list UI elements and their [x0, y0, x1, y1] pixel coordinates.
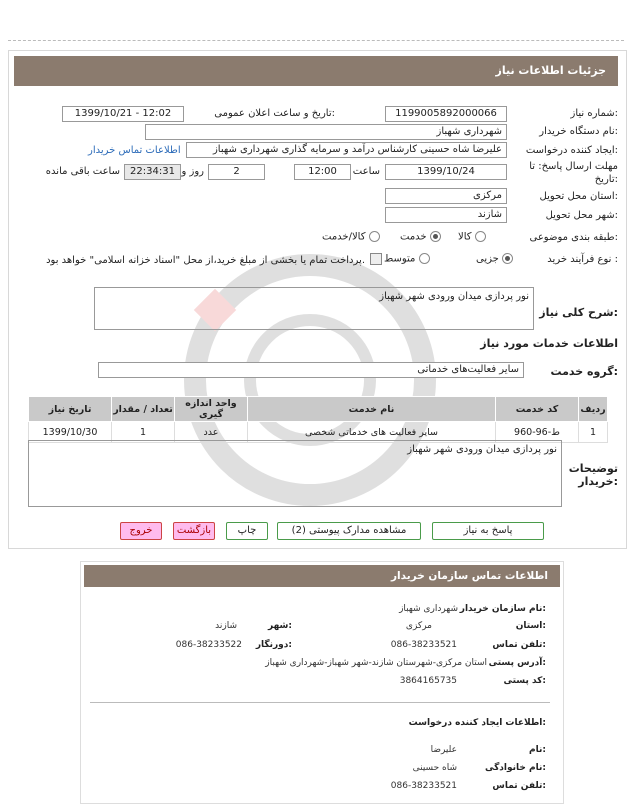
- contact-city-label: شهر:: [268, 621, 292, 631]
- creator-field: علیرضا شاه حسینی کارشناس درآمد و سرمایه گذاری شهرداری شهباز: [186, 142, 507, 158]
- service-group-field: سایر فعالیت‌های خدماتی: [98, 362, 524, 378]
- category-label: طبقه بندی موضوعی:: [529, 232, 618, 243]
- col-service-code: کد خدمت: [496, 397, 579, 422]
- back-button[interactable]: بازگشت: [173, 522, 215, 540]
- city-field: شازند: [385, 207, 507, 223]
- contact-address-value: استان مرکزی-شهرستان شازند-شهر شهباز-شهرداری شهباز: [265, 658, 487, 668]
- exit-button[interactable]: خروج: [120, 522, 162, 540]
- contact-address-label: آدرس پستی:: [488, 658, 546, 668]
- contact-phone-label: تلفن تماس:: [492, 640, 546, 650]
- contact-postal-value: 3864165735: [399, 676, 457, 686]
- treasury-checkbox[interactable]: [370, 253, 382, 265]
- contact-org-value: شهرداری شهباز: [399, 604, 458, 614]
- cell-unit: عدد: [175, 422, 248, 443]
- contact-title: اطلاعات تماس سازمان خریدار: [391, 570, 548, 582]
- summary-label: شرح کلی نیاز:: [539, 306, 618, 319]
- table-header-row: [29, 397, 608, 422]
- creator-name-value: علیرضا: [430, 745, 457, 755]
- need-number-field: 1199005892000066: [385, 106, 507, 122]
- deadline-date-field: 1399/10/24: [385, 164, 507, 180]
- contact-phone-value: 086-38233521: [390, 640, 457, 650]
- creator-name-label: نام:: [529, 745, 546, 755]
- summary-text: نور پردازی میدان ورودی شهر شهباز: [379, 291, 529, 302]
- notes-text: نور پردازی میدان ورودی شهر شهباز: [407, 444, 557, 455]
- contact-fax-value: 086-38233522: [175, 640, 242, 650]
- process-note: پرداخت تمام یا بخشی از مبلغ خرید،از محل "اسناد خزانه اسلامی" خواهد بود.: [46, 255, 365, 266]
- cell-qty: 1: [112, 422, 175, 443]
- province-field: مرکزی: [385, 188, 507, 204]
- radio-selected-icon[interactable]: [502, 253, 513, 264]
- deadline-time-field: 12:00: [294, 164, 351, 180]
- contact-postal-label: کد پستی:: [503, 676, 546, 686]
- top-divider: [8, 40, 624, 41]
- creator-phone-value: 086-38233521: [390, 781, 457, 791]
- process-label: نوع فرآیند خرید :: [547, 254, 618, 265]
- remaining-label: ساعت باقی مانده: [45, 166, 120, 177]
- cell-service-name: سایر فعالیت های خدماتی شخصی: [248, 422, 496, 443]
- service-group-label: گروه خدمت:: [550, 365, 618, 378]
- reply-button[interactable]: پاسخ به نیاز: [432, 522, 544, 540]
- print-button[interactable]: چاپ: [226, 522, 268, 540]
- announce-label: تاریخ و ساعت اعلان عمومی:: [214, 108, 335, 119]
- remaining-time-field: 22:34:31: [124, 164, 181, 180]
- notes-box: [28, 440, 562, 507]
- need-number-label: شماره نیاز:: [570, 108, 618, 119]
- buyer-label: نام دستگاه خریدار:: [539, 126, 618, 137]
- radio-selected-icon[interactable]: [430, 231, 441, 242]
- city-label: شهر محل تحویل:: [545, 210, 618, 221]
- announce-field: 1399/10/21 - 12:02: [62, 106, 184, 122]
- cell-date: 1399/10/30: [29, 422, 112, 443]
- time-label: ساعت: [352, 166, 380, 177]
- col-date: تاریخ نیاز: [29, 397, 112, 422]
- col-unit: واحد اندازه گیری: [175, 397, 248, 422]
- col-qty: تعداد / مقدار: [112, 397, 175, 422]
- creator-family-label: نام خانوادگی:: [484, 763, 546, 773]
- category-option-both[interactable]: کالا/خدمت: [322, 231, 380, 243]
- buyer-field: شهرداری شهباز: [145, 124, 507, 140]
- process-option-medium[interactable]: متوسط: [384, 253, 430, 265]
- view-attachments-button[interactable]: مشاهده مدارک پیوستی (2): [277, 522, 421, 540]
- page-title: جزئیات اطلاعات نیاز: [495, 64, 606, 77]
- category-option-goods[interactable]: کالا: [458, 231, 486, 243]
- contact-fax-label: دورنگار:: [255, 640, 292, 650]
- notes-label: توضیحات خریدار:: [568, 462, 618, 488]
- contact-province-value: مرکزی: [405, 621, 432, 631]
- buyer-contact-link[interactable]: اطلاعات تماس خریدار: [88, 145, 181, 156]
- creator-family-value: شاه حسینی: [412, 763, 457, 773]
- radio-icon[interactable]: [419, 253, 430, 264]
- radio-icon[interactable]: [475, 231, 486, 242]
- col-row: ردیف: [579, 397, 608, 422]
- cell-row: 1: [579, 422, 608, 443]
- contact-city-value: شازند: [215, 621, 237, 631]
- process-option-minor[interactable]: جزیی: [476, 253, 513, 265]
- creator-phone-label: تلفن تماس:: [492, 781, 546, 791]
- contact-divider: [90, 702, 550, 703]
- days-field: 2: [208, 164, 265, 180]
- category-option-service[interactable]: خدمت: [400, 231, 441, 243]
- cell-service-code: ط-96-960: [496, 422, 579, 443]
- creator-label: ایجاد کننده درخواست:: [525, 145, 618, 156]
- panel-header: [14, 56, 618, 86]
- contact-org-label: نام سازمان خریدار:: [459, 604, 546, 614]
- col-service-name: نام خدمت: [248, 397, 496, 422]
- deadline-label: مهلت ارسال پاسخ: تا تاریخ:: [529, 161, 618, 185]
- services-title: اطلاعات خدمات مورد نیاز: [480, 337, 618, 350]
- radio-icon[interactable]: [369, 231, 380, 242]
- services-table: [28, 396, 608, 443]
- contact-province-label: استان:: [515, 621, 546, 631]
- contact-header: [84, 565, 560, 587]
- summary-box: [94, 287, 534, 330]
- days-label: روز و: [181, 166, 204, 177]
- province-label: استان محل تحویل:: [539, 191, 618, 202]
- creator-info-title: اطلاعات ایجاد کننده درخواست:: [408, 718, 546, 728]
